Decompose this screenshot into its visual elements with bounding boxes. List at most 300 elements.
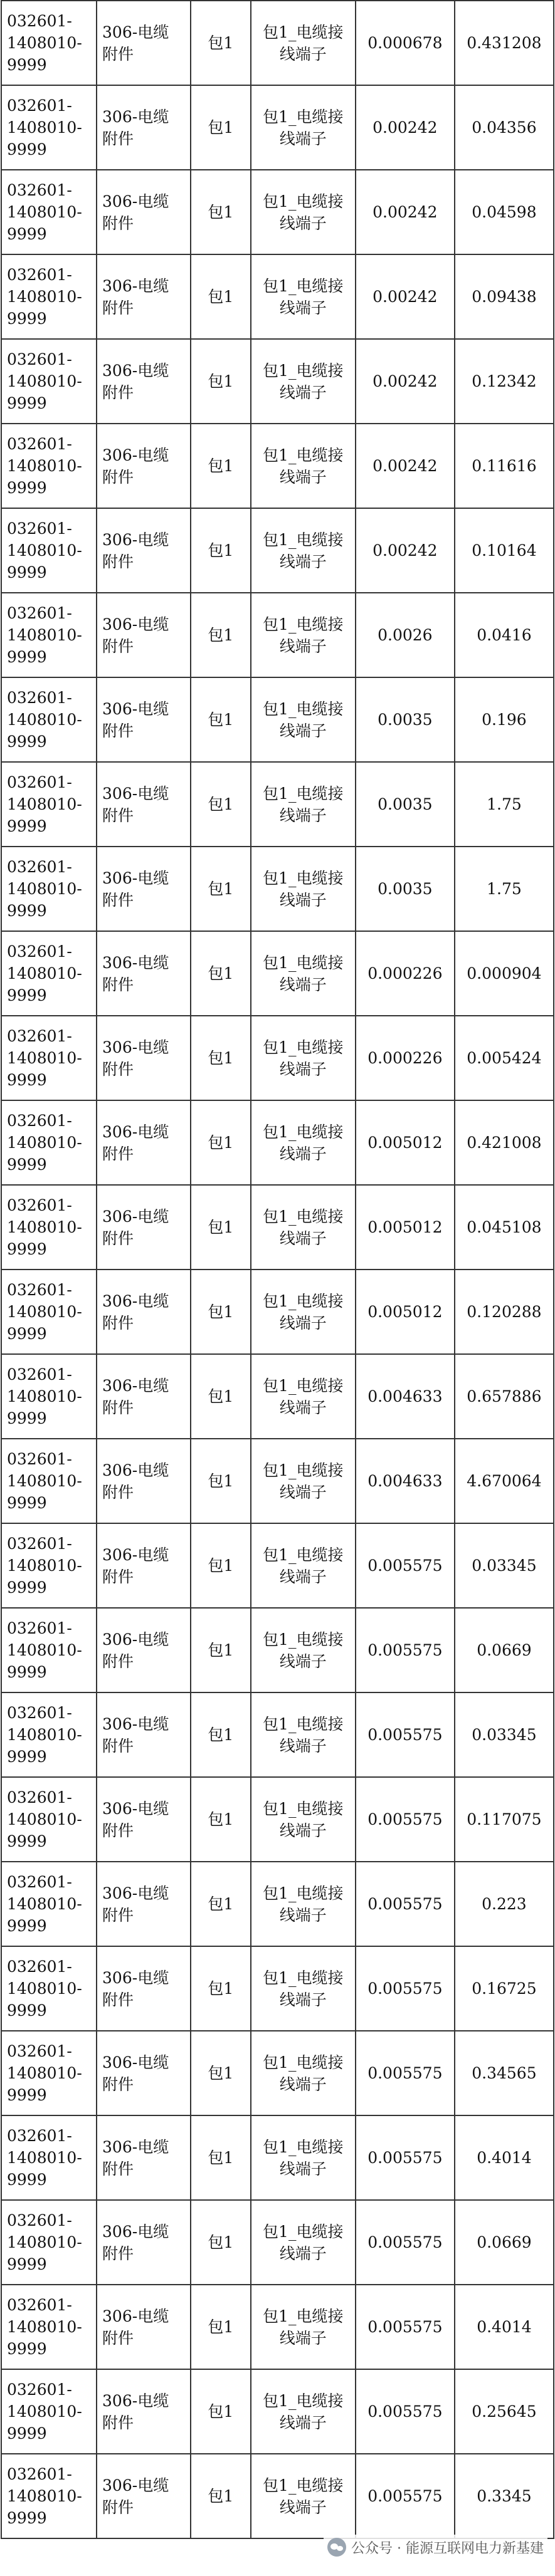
- item-name-cell: [251, 847, 356, 931]
- item-name-cell-line: 包1_电缆接: [263, 446, 344, 464]
- material-code-cell-line: 9999: [7, 986, 47, 1004]
- package-cell: 包1: [191, 1862, 251, 1946]
- category-cell: [97, 1100, 191, 1185]
- package-cell: 包1: [191, 2200, 251, 2285]
- total-value-cell: 0.12342: [455, 339, 554, 424]
- package-cell: 包1: [191, 1608, 251, 1692]
- total-value-cell: 0.196: [455, 677, 554, 762]
- unit-value-cell: 0.005012: [356, 1185, 455, 1270]
- total-value-cell: 0.120288: [455, 1270, 554, 1354]
- table-row: [1, 1946, 554, 2031]
- category-cell: [97, 170, 191, 254]
- item-name-cell-line: 线端子: [279, 1736, 327, 1755]
- material-code-cell-line: 1408010-: [7, 2402, 82, 2421]
- category-cell-line: 306-电缆: [102, 1884, 169, 1902]
- table-row: [1, 1439, 554, 1523]
- category-cell-line: 306-电缆: [102, 1461, 169, 1479]
- material-code-cell-line: 032601-: [7, 1365, 72, 1384]
- item-name-cell-line: 包1_电缆接: [263, 1968, 344, 1987]
- item-name-cell-line: 线端子: [279, 1313, 327, 1332]
- package-cell: 包1: [191, 170, 251, 254]
- total-value-cell: 0.657886: [455, 1354, 554, 1439]
- table-row: [1, 254, 554, 339]
- total-value-cell: 0.431208: [455, 1, 554, 85]
- material-code-cell: [1, 254, 97, 339]
- material-code-cell-line: 032601-: [7, 689, 72, 707]
- unit-value-cell: 0.005575: [356, 2454, 455, 2538]
- material-code-cell-line: 9999: [7, 56, 47, 74]
- unit-value-cell: 0.0035: [356, 847, 455, 931]
- total-value-cell: 0.09438: [455, 254, 554, 339]
- material-code-cell-line: 9999: [7, 1494, 47, 1512]
- material-code-cell-line: 9999: [7, 1578, 47, 1597]
- total-value-cell: 0.4014: [455, 2285, 554, 2369]
- material-code-cell-line: 032601-: [7, 773, 72, 791]
- category-cell: [97, 1016, 191, 1100]
- watermark: [324, 2535, 547, 2560]
- material-code-cell: [1, 1692, 97, 1777]
- category-cell: [97, 931, 191, 1016]
- total-value-cell: 0.04598: [455, 170, 554, 254]
- category-cell-line: 306-电缆: [102, 1714, 169, 1733]
- item-name-cell-line: 包1_电缆接: [263, 530, 344, 549]
- material-code-cell: [1, 2031, 97, 2115]
- material-code-cell-line: 032601-: [7, 1788, 72, 1807]
- package-cell: 包1: [191, 847, 251, 931]
- material-code-cell-line: 032601-: [7, 1619, 72, 1637]
- material-code-cell: [1, 1, 97, 85]
- package-cell: 包1: [191, 2285, 251, 2369]
- unit-value-cell: 0.005575: [356, 2115, 455, 2200]
- material-code-cell-line: 1408010-: [7, 457, 82, 475]
- category-cell: [97, 762, 191, 847]
- package-cell: 包1: [191, 2031, 251, 2115]
- item-name-cell-line: 包1_电缆接: [263, 361, 344, 380]
- category-cell-line: 附件: [102, 467, 134, 486]
- item-name-cell-line: 线端子: [279, 214, 327, 232]
- table-row: [1, 2031, 554, 2115]
- category-cell-line: 附件: [102, 1736, 134, 1755]
- category-cell-line: 306-电缆: [102, 23, 169, 41]
- package-cell: 包1: [191, 931, 251, 1016]
- package-cell: 包1: [191, 2115, 251, 2200]
- material-code-cell: [1, 1016, 97, 1100]
- material-code-cell-line: 9999: [7, 2509, 47, 2527]
- category-cell: [97, 1862, 191, 1946]
- material-code-cell-line: 9999: [7, 1240, 47, 1258]
- item-name-cell-line: 线端子: [279, 637, 327, 655]
- table-row: [1, 1270, 554, 1354]
- category-cell-line: 306-电缆: [102, 1122, 169, 1141]
- category-cell-line: 附件: [102, 383, 134, 402]
- unit-value-cell: 0.005575: [356, 2200, 455, 2285]
- material-code-cell-line: 9999: [7, 2340, 47, 2358]
- category-cell: [97, 1439, 191, 1523]
- material-code-cell-line: 032601-: [7, 1196, 72, 1214]
- unit-value-cell: 0.005575: [356, 2031, 455, 2115]
- category-cell: [97, 593, 191, 677]
- item-name-cell-line: 包1_电缆接: [263, 2307, 344, 2325]
- item-name-cell-line: 包1_电缆接: [263, 192, 344, 211]
- item-name-cell: [251, 1354, 356, 1439]
- item-name-cell-line: 包1_电缆接: [263, 2476, 344, 2495]
- category-cell-line: 附件: [102, 637, 134, 655]
- item-name-cell-line: 线端子: [279, 129, 327, 148]
- total-value-cell: 0.03345: [455, 1692, 554, 1777]
- category-cell-line: 附件: [102, 44, 134, 63]
- item-name-cell: [251, 254, 356, 339]
- table-row: [1, 1185, 554, 1270]
- category-cell-line: 306-电缆: [102, 1799, 169, 1818]
- category-cell-line: 附件: [102, 1229, 134, 1248]
- material-code-cell-line: 9999: [7, 140, 47, 159]
- material-code-cell-line: 9999: [7, 225, 47, 243]
- material-code-cell: [1, 931, 97, 1016]
- item-name-cell-line: 包1_电缆接: [263, 276, 344, 295]
- package-cell: 包1: [191, 508, 251, 593]
- data-table: [1, 0, 554, 2539]
- item-name-cell: [251, 2031, 356, 2115]
- item-name-cell-line: 线端子: [279, 2159, 327, 2178]
- material-code-cell: [1, 1185, 97, 1270]
- material-code-cell-line: 032601-: [7, 2211, 72, 2229]
- category-cell: [97, 2200, 191, 2285]
- item-name-cell-line: 线端子: [279, 2244, 327, 2263]
- package-cell: 包1: [191, 1270, 251, 1354]
- material-code-cell-line: 1408010-: [7, 1472, 82, 1490]
- item-name-cell-line: 包1_电缆接: [263, 1376, 344, 1395]
- category-cell: [97, 424, 191, 508]
- total-value-cell: 0.25645: [455, 2369, 554, 2454]
- material-code-cell-line: 9999: [7, 648, 47, 666]
- item-name-cell-line: 包1_电缆接: [263, 699, 344, 718]
- table-row: [1, 762, 554, 847]
- category-cell-line: 306-电缆: [102, 192, 169, 211]
- total-value-cell: 0.16725: [455, 1946, 554, 2031]
- material-code-cell-line: 1408010-: [7, 203, 82, 221]
- unit-value-cell: 0.005575: [356, 1692, 455, 1777]
- item-name-cell-line: 线端子: [279, 1060, 327, 1078]
- material-code-cell-line: 1408010-: [7, 626, 82, 644]
- category-cell-line: 306-电缆: [102, 784, 169, 803]
- table-row: [1, 170, 554, 254]
- table-row: [1, 1692, 554, 1777]
- material-code-cell-line: 9999: [7, 1071, 47, 1089]
- item-name-cell: [251, 1185, 356, 1270]
- category-cell-line: 306-电缆: [102, 1968, 169, 1987]
- material-code-cell: [1, 2200, 97, 2285]
- material-code-cell-line: 032601-: [7, 266, 72, 284]
- table-row: [1, 847, 554, 931]
- item-name-cell: [251, 339, 356, 424]
- material-code-cell: [1, 847, 97, 931]
- unit-value-cell: 0.0035: [356, 677, 455, 762]
- package-cell: 包1: [191, 1, 251, 85]
- table-row: [1, 1777, 554, 1862]
- total-value-cell: 0.0669: [455, 2200, 554, 2285]
- category-cell-line: 306-电缆: [102, 276, 169, 295]
- item-name-cell-line: 包1_电缆接: [263, 1038, 344, 1056]
- item-name-cell-line: 包1_电缆接: [263, 23, 344, 41]
- item-name-cell-line: 包1_电缆接: [263, 615, 344, 634]
- material-code-cell-line: 1408010-: [7, 880, 82, 898]
- item-name-cell-line: 包1_电缆接: [263, 2137, 344, 2156]
- table-row: [1, 2115, 554, 2200]
- wechat-icon: [327, 2538, 346, 2557]
- category-cell-line: 306-电缆: [102, 953, 169, 972]
- unit-value-cell: 0.004633: [356, 1439, 455, 1523]
- item-name-cell-line: 线端子: [279, 1144, 327, 1163]
- item-name-cell-line: 包1_电缆接: [263, 107, 344, 126]
- category-cell-line: 附件: [102, 806, 134, 825]
- category-cell-line: 附件: [102, 1821, 134, 1840]
- material-code-cell-line: 9999: [7, 733, 47, 751]
- total-value-cell: 0.10164: [455, 508, 554, 593]
- category-cell-line: 附件: [102, 2413, 134, 2432]
- category-cell-line: 附件: [102, 214, 134, 232]
- category-cell-line: 附件: [102, 721, 134, 740]
- package-cell: 包1: [191, 2369, 251, 2454]
- category-cell-line: 附件: [102, 1144, 134, 1163]
- item-name-cell: [251, 593, 356, 677]
- material-code-cell-line: 1408010-: [7, 2064, 82, 2082]
- table-row: [1, 2285, 554, 2369]
- item-name-cell: [251, 170, 356, 254]
- category-cell-line: 306-电缆: [102, 1630, 169, 1649]
- material-code-cell: [1, 170, 97, 254]
- category-cell: [97, 1692, 191, 1777]
- total-value-cell: 4.670064: [455, 1439, 554, 1523]
- package-cell: 包1: [191, 1185, 251, 1270]
- item-name-cell-line: 包1_电缆接: [263, 2222, 344, 2241]
- item-name-cell-line: 包1_电缆接: [263, 1799, 344, 1818]
- material-code-cell-line: 032601-: [7, 1281, 72, 1299]
- item-name-cell-line: 包1_电缆接: [263, 1207, 344, 1226]
- category-cell-line: 附件: [102, 1567, 134, 1586]
- item-name-cell: [251, 1608, 356, 1692]
- material-code-cell-line: 032601-: [7, 1112, 72, 1130]
- material-code-cell-line: 032601-: [7, 2465, 72, 2483]
- package-cell: 包1: [191, 1946, 251, 2031]
- material-code-cell-line: 9999: [7, 2255, 47, 2273]
- unit-value-cell: 0.00242: [356, 424, 455, 508]
- category-cell-line: 306-电缆: [102, 2053, 169, 2072]
- category-cell: [97, 2031, 191, 2115]
- item-name-cell-line: 包1_电缆接: [263, 1884, 344, 1902]
- package-cell: 包1: [191, 677, 251, 762]
- material-code-cell-line: 1408010-: [7, 1303, 82, 1321]
- category-cell-line: 306-电缆: [102, 361, 169, 380]
- item-name-cell-line: 线端子: [279, 975, 327, 994]
- material-code-cell-line: 032601-: [7, 1450, 72, 1468]
- item-name-cell-line: 线端子: [279, 383, 327, 402]
- category-cell: [97, 2285, 191, 2369]
- table-row: [1, 2454, 554, 2538]
- table-row: [1, 931, 554, 1016]
- material-code-cell-line: 9999: [7, 310, 47, 328]
- table-row: [1, 1523, 554, 1608]
- category-cell-line: 附件: [102, 1060, 134, 1078]
- table-body: [1, 1, 554, 2538]
- category-cell-line: 306-电缆: [102, 1291, 169, 1310]
- item-name-cell-line: 线端子: [279, 1567, 327, 1586]
- category-cell: [97, 1, 191, 85]
- total-value-cell: 0.421008: [455, 1100, 554, 1185]
- unit-value-cell: 0.005575: [356, 1862, 455, 1946]
- material-code-cell-line: 9999: [7, 1325, 47, 1343]
- category-cell: [97, 847, 191, 931]
- material-code-cell-line: 1408010-: [7, 2233, 82, 2251]
- item-name-cell-line: 包1_电缆接: [263, 953, 344, 972]
- material-code-cell-line: 9999: [7, 394, 47, 412]
- material-code-cell: [1, 2115, 97, 2200]
- material-code-cell-line: 1408010-: [7, 541, 82, 560]
- material-code-cell-line: 1408010-: [7, 118, 82, 137]
- material-code-cell-line: 032601-: [7, 12, 72, 30]
- item-name-cell: [251, 1270, 356, 1354]
- material-code-cell-line: 9999: [7, 2086, 47, 2104]
- table-row: [1, 1, 554, 85]
- item-name-cell-line: 线端子: [279, 467, 327, 486]
- material-code-cell-line: 9999: [7, 2424, 47, 2443]
- total-value-cell: 1.75: [455, 847, 554, 931]
- item-name-cell-line: 线端子: [279, 1821, 327, 1840]
- unit-value-cell: 0.0026: [356, 593, 455, 677]
- package-cell: 包1: [191, 1100, 251, 1185]
- material-code-cell: [1, 677, 97, 762]
- material-code-cell-line: 9999: [7, 2001, 47, 2020]
- unit-value-cell: 0.00242: [356, 85, 455, 170]
- package-cell: 包1: [191, 762, 251, 847]
- material-code-cell: [1, 593, 97, 677]
- material-code-cell: [1, 1862, 97, 1946]
- material-code-cell-line: 032601-: [7, 1535, 72, 1553]
- category-cell: [97, 85, 191, 170]
- item-name-cell: [251, 508, 356, 593]
- material-code-cell: [1, 1270, 97, 1354]
- unit-value-cell: 0.00242: [356, 254, 455, 339]
- table-row: [1, 424, 554, 508]
- total-value-cell: 0.34565: [455, 2031, 554, 2115]
- item-name-cell-line: 线端子: [279, 2075, 327, 2094]
- table-row: [1, 1100, 554, 1185]
- material-code-cell-line: 032601-: [7, 519, 72, 538]
- category-cell: [97, 1354, 191, 1439]
- package-cell: 包1: [191, 339, 251, 424]
- category-cell-line: 附件: [102, 2498, 134, 2516]
- item-name-cell-line: 包1_电缆接: [263, 1630, 344, 1649]
- material-code-cell: [1, 1354, 97, 1439]
- unit-value-cell: 0.00242: [356, 508, 455, 593]
- unit-value-cell: 0.005575: [356, 1946, 455, 2031]
- unit-value-cell: 0.00242: [356, 170, 455, 254]
- category-cell-line: 306-电缆: [102, 1545, 169, 1564]
- material-code-cell-line: 032601-: [7, 435, 72, 453]
- item-name-cell: [251, 2454, 356, 2538]
- material-code-cell-line: 032601-: [7, 2042, 72, 2060]
- item-name-cell-line: 线端子: [279, 1652, 327, 1671]
- category-cell: [97, 1777, 191, 1862]
- material-code-cell-line: 1408010-: [7, 1218, 82, 1236]
- category-cell: [97, 1270, 191, 1354]
- category-cell-line: 306-电缆: [102, 615, 169, 634]
- category-cell-line: 附件: [102, 1483, 134, 1501]
- material-code-cell-line: 032601-: [7, 604, 72, 622]
- category-cell-line: 附件: [102, 1990, 134, 2009]
- item-name-cell-line: 线端子: [279, 2413, 327, 2432]
- item-name-cell-line: 包1_电缆接: [263, 1291, 344, 1310]
- item-name-cell: [251, 677, 356, 762]
- total-value-cell: 0.11616: [455, 424, 554, 508]
- material-code-cell: [1, 339, 97, 424]
- unit-value-cell: 0.0035: [356, 762, 455, 847]
- material-code-cell-line: 1408010-: [7, 34, 82, 52]
- material-code-cell: [1, 2454, 97, 2538]
- item-name-cell: [251, 1439, 356, 1523]
- material-code-cell-line: 1408010-: [7, 1641, 82, 1659]
- category-cell-line: 附件: [102, 1652, 134, 1671]
- package-cell: 包1: [191, 593, 251, 677]
- material-code-cell: [1, 762, 97, 847]
- table-row: [1, 508, 554, 593]
- package-cell: 包1: [191, 1354, 251, 1439]
- category-cell: [97, 677, 191, 762]
- item-name-cell-line: 线端子: [279, 1483, 327, 1501]
- material-code-cell-line: 1408010-: [7, 2149, 82, 2167]
- category-cell: [97, 2369, 191, 2454]
- material-code-cell-line: 1408010-: [7, 1134, 82, 1152]
- item-name-cell: [251, 1016, 356, 1100]
- category-cell-line: 306-电缆: [102, 446, 169, 464]
- table-row: [1, 339, 554, 424]
- material-code-cell: [1, 424, 97, 508]
- material-code-cell: [1, 1523, 97, 1608]
- item-name-cell: [251, 762, 356, 847]
- unit-value-cell: 0.005012: [356, 1270, 455, 1354]
- table-row: [1, 1016, 554, 1100]
- category-cell: [97, 508, 191, 593]
- material-code-cell: [1, 1100, 97, 1185]
- unit-value-cell: 0.005575: [356, 2285, 455, 2369]
- package-cell: 包1: [191, 1692, 251, 1777]
- material-code-cell-line: 1408010-: [7, 288, 82, 306]
- material-code-cell-line: 032601-: [7, 2296, 72, 2314]
- item-name-cell-line: 包1_电缆接: [263, 1545, 344, 1564]
- package-cell: 包1: [191, 424, 251, 508]
- package-cell: 包1: [191, 85, 251, 170]
- unit-value-cell: 0.005575: [356, 1608, 455, 1692]
- item-name-cell: [251, 1692, 356, 1777]
- category-cell-line: 附件: [102, 129, 134, 148]
- category-cell: [97, 339, 191, 424]
- item-name-cell: [251, 2369, 356, 2454]
- package-cell: 包1: [191, 254, 251, 339]
- item-name-cell-line: 线端子: [279, 298, 327, 317]
- item-name-cell-line: 包1_电缆接: [263, 2391, 344, 2410]
- category-cell-line: 306-电缆: [102, 2307, 169, 2325]
- category-cell-line: 306-电缆: [102, 530, 169, 549]
- material-code-cell-line: 9999: [7, 563, 47, 581]
- material-code-cell-line: 032601-: [7, 942, 72, 961]
- material-code-cell-line: 1408010-: [7, 1810, 82, 1828]
- total-value-cell: 1.75: [455, 762, 554, 847]
- table-row: [1, 677, 554, 762]
- material-code-cell-line: 1408010-: [7, 795, 82, 813]
- material-code-cell-line: 9999: [7, 2171, 47, 2189]
- material-code-cell: [1, 1608, 97, 1692]
- material-code-cell-line: 1408010-: [7, 1979, 82, 1998]
- material-code-cell-line: 9999: [7, 1748, 47, 1766]
